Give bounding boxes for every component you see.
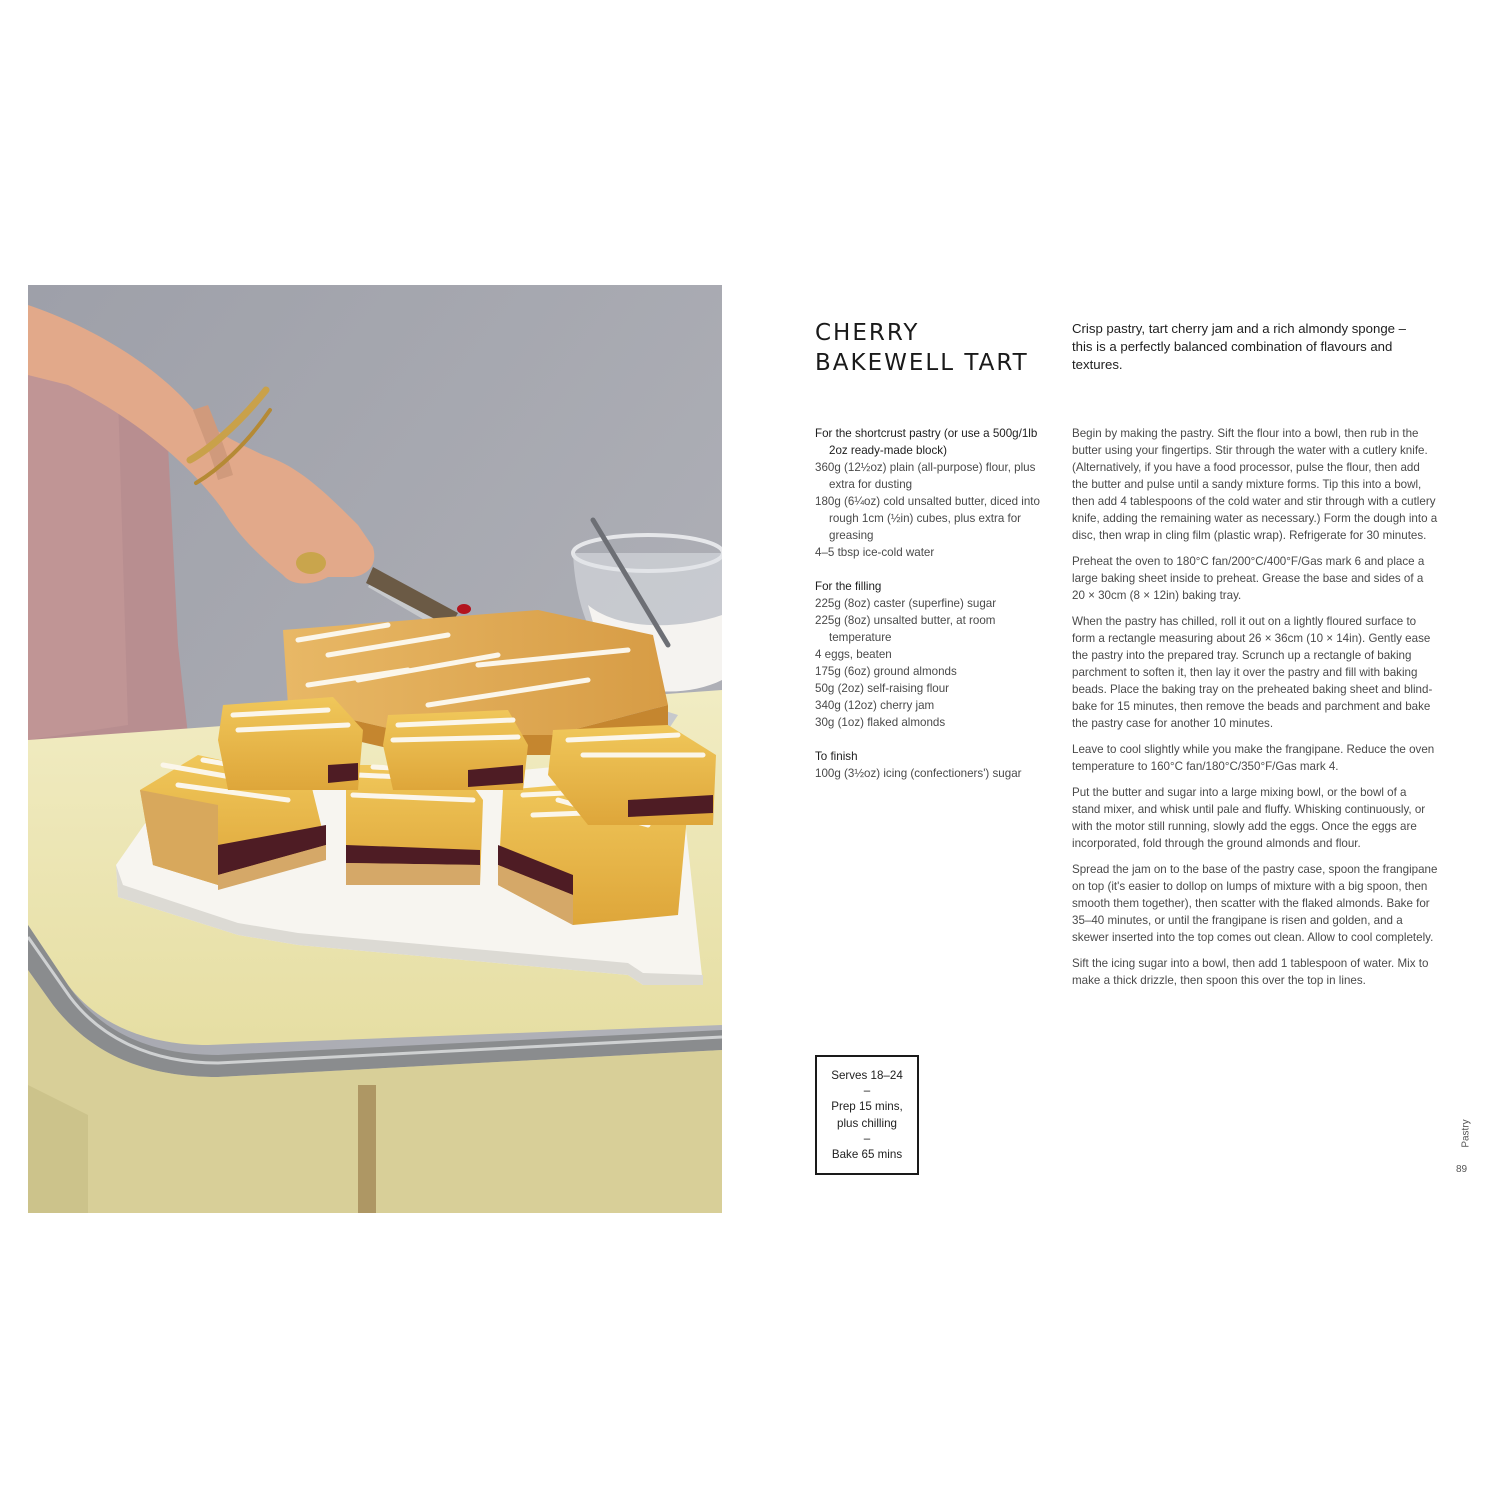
method-step: Preheat the oven to 180°C fan/200°C/400°F/Gas mark 6 and place a large baking sheet inside to preheat. Grease the base and sides of a 20 × 30cm (8 × 12in) baking tray. — [1072, 555, 1425, 602]
recipe-title-line-2: BAKEWELL TART — [815, 350, 1029, 376]
section-label: Pastry — [1460, 1119, 1472, 1148]
ingredient-item: 175g (6oz) ground almonds — [815, 665, 957, 678]
method-step: Put the butter and sugar into a large mixing bowl, or the bowl of a stand mixer, and whisk until pale and fluffy. Whisking continuously, or with the motor still running, slowly add the eggs. Once the eggs are incorporated, fold through the ground almonds and flour. — [1072, 786, 1426, 850]
recipe-title-line-1: CHERRY — [815, 320, 920, 346]
ingredient-group-heading: To finish — [815, 750, 858, 763]
prep-time-note: plus chilling — [837, 1117, 897, 1130]
method-steps — [1072, 425, 1438, 998]
info-divider: – — [863, 1132, 871, 1145]
method-step: Sift the icing sugar into a bowl, then add 1 tablespoon of water. Mix to make a thick drizzle, then spoon this over the top in lines. — [1072, 957, 1429, 987]
serving-info-box — [815, 1055, 919, 1175]
ingredient-item: 4 eggs, beaten — [815, 648, 892, 661]
ingredient-group-heading: For the filling — [815, 580, 882, 593]
ingredient-item: 225g (8oz) caster (superfine) sugar — [815, 597, 997, 610]
page-number: 89 — [1456, 1164, 1468, 1175]
method-step: Spread the jam on to the base of the pastry case, spoon the frangipane on top (it's easier to dollop on lumps of mixture with a big spoon, then smooth them together), then scatter with the flaked almonds. Bake for 35–40 minutes, or until the frangipane is risen and golden, and a skewer inserted into the top comes out clean. Allow to cool completely. — [1072, 863, 1438, 944]
ingredient-item: 360g (12½oz) plain (all-purpose) flour, plus extra for dusting — [815, 461, 1036, 491]
ingredient-item: 340g (12oz) cherry jam — [815, 699, 935, 712]
ingredient-group-heading: For the shortcrust pastry (or use a 500g/1lb 2oz ready-made block) — [815, 427, 1038, 457]
ingredient-item: 100g (3½oz) icing (confectioners') sugar — [815, 767, 1022, 780]
ingredient-item: 50g (2oz) self-raising flour — [815, 682, 950, 695]
ingredient-group-filling — [815, 578, 1051, 731]
bake-time-text: Bake 65 mins — [831, 1148, 903, 1161]
ingredient-item: 30g (1oz) flaked almonds — [815, 716, 946, 729]
serves-text: Serves 18–24 — [831, 1069, 903, 1082]
recipe-title — [815, 318, 1055, 378]
ingredients-list — [815, 425, 1051, 799]
ingredient-items — [815, 459, 1051, 561]
ingredient-items — [815, 595, 1051, 731]
method-step: Begin by making the pastry. Sift the flour into a bowl, then rub in the butter using your fingertips. Stir through the water with a cutlery knife. (Alternatively, if you have a food processor, pulse the flour, then add the butter and pulse until a sandy mixture forms. Tip this into a bowl, then add 4 tablespoons of the cold water and stir through with a cutlery knife, adding the remaining water as necessary.) Form the dough into a disc, then wrap in cling film (plastic wrap). Refrigerate for 30 minutes. — [1072, 427, 1438, 542]
prep-time-text: Prep 15 mins, — [831, 1100, 903, 1113]
recipe-intro: Crisp pastry, tart cherry jam and a rich almondy sponge – this is a perfectly balanced combination of flavours and textures. — [1072, 321, 1406, 372]
ingredient-items — [815, 765, 1051, 782]
info-divider: – — [863, 1084, 871, 1097]
ingredient-item: 225g (8oz) unsalted butter, at room temperature — [815, 614, 996, 644]
ingredient-group-pastry — [815, 425, 1051, 561]
ingredient-item: 4–5 tbsp ice-cold water — [815, 546, 935, 559]
method-step: When the pastry has chilled, roll it out on a lightly floured surface to form a rectangle measuring about 26 × 36cm (10 × 14in). Gently ease the pastry into the prepared tray. Scrunch up a rectangle of baking parchment to soften it, then lay it over the pastry and fill with baking beads. Place the baking tray on the preheated baking sheet and blind-bake for 15 minutes, then remove the beads and parchment and bake the pastry case for another 10 minutes. — [1072, 615, 1433, 730]
recipe-photo — [28, 285, 722, 1213]
method-step: Leave to cool slightly while you make the frangipane. Reduce the oven temperature to 160°C fan/180°C/350°F/Gas mark 4. — [1072, 743, 1435, 773]
ingredient-group-finish — [815, 748, 1051, 782]
ingredient-item: 180g (6¼oz) cold unsalted butter, diced into rough 1cm (½in) cubes, plus extra for greasing — [815, 495, 1040, 542]
